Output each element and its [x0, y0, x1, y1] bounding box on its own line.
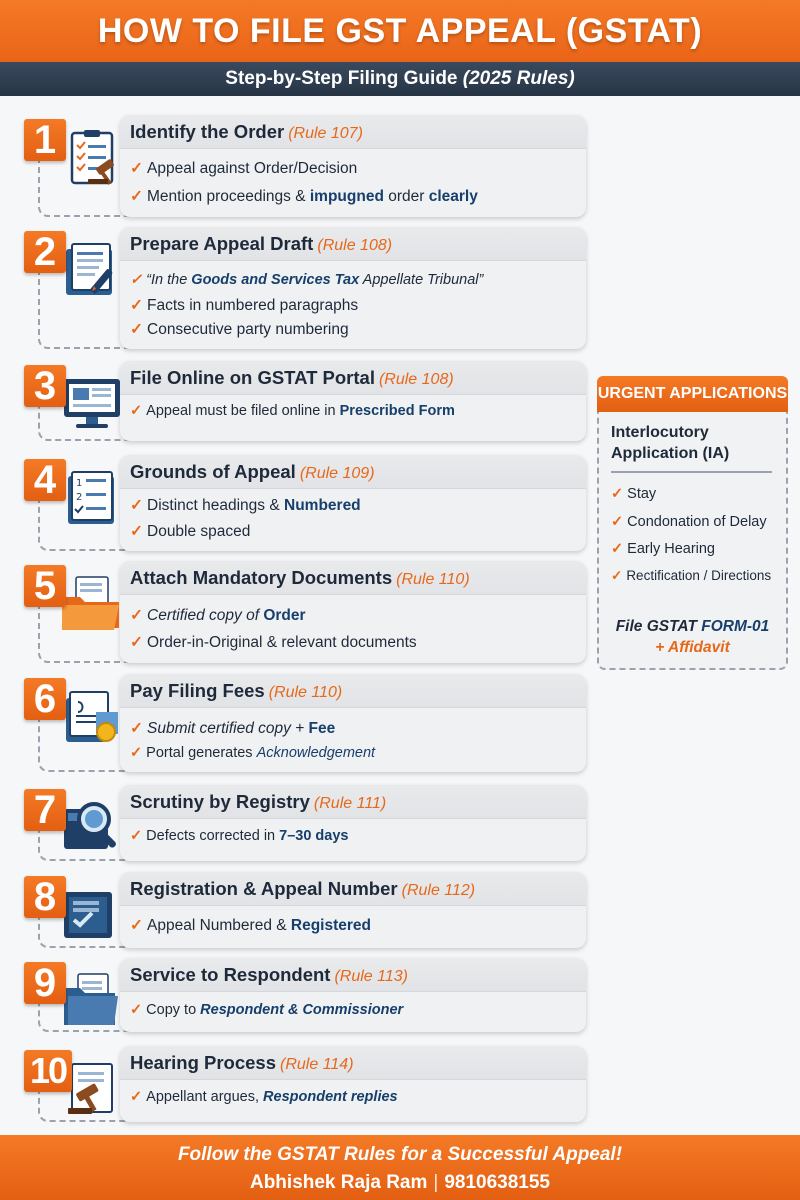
step-point: ✓ Defects corrected in 7–30 days: [130, 828, 349, 844]
step-number: 1: [24, 119, 66, 161]
check-icon: ✓: [130, 917, 143, 934]
check-icon: ✓: [611, 568, 623, 583]
step-point: ✓ Facts in numbered paragraphs: [130, 297, 359, 314]
step-10: [24, 1046, 586, 1122]
step-title: File Online on GSTAT Portal (Rule 108): [130, 367, 454, 388]
check-icon: ✓: [130, 297, 143, 314]
step-title: Scrutiny by Registry (Rule 111): [130, 791, 387, 812]
subtitle: Step-by-Step Filing Guide (2025 Rules): [225, 68, 575, 89]
step-2: [24, 227, 586, 349]
urgent-item: ✓ Early Hearing: [611, 541, 715, 557]
step-point: ✓ Copy to Respondent & Commissioner: [130, 1002, 404, 1018]
step-7: [24, 785, 586, 861]
step-9: [24, 958, 586, 1032]
footer-contact: [0, 1172, 800, 1194]
phone-number: 9810638155: [444, 1172, 550, 1193]
step-point: ✓ Order-in-Original & relevant documents: [130, 634, 417, 651]
separator: |: [433, 1172, 439, 1193]
check-icon: ✓: [130, 497, 143, 514]
clipboard-gavel-icon: [58, 129, 124, 187]
step-3: [24, 361, 586, 441]
check-icon: ✓: [130, 1002, 143, 1018]
ia-title: Interlocutory Application (IA): [611, 424, 730, 462]
step-number: 8: [24, 876, 66, 918]
step-4: [24, 455, 586, 551]
step-number: 2: [24, 231, 66, 273]
step-point: ✓ Appeal must be filed online in Prescribed Form: [130, 403, 455, 419]
page-footer: [0, 1135, 800, 1200]
step-number: 7: [24, 789, 66, 831]
fee-document-coin-icon: [58, 688, 124, 746]
divider: [611, 471, 772, 473]
step-point: ✓ Double spaced: [130, 523, 251, 540]
check-icon: ✓: [611, 486, 624, 502]
step-point: ✓ Appeal against Order/Decision: [130, 160, 358, 177]
step-title: Registration & Appeal Number (Rule 112): [130, 878, 476, 899]
step-title: Pay Filing Fees (Rule 110): [130, 680, 343, 701]
check-icon: ✓: [611, 541, 624, 557]
step-title: Prepare Appeal Draft (Rule 108): [130, 233, 393, 254]
urgent-item: ✓ Rectification / Directions: [611, 568, 772, 583]
page-header: [0, 0, 800, 62]
check-icon: ✓: [130, 607, 143, 624]
author-name: Abhishek Raja Ram: [249, 1172, 428, 1193]
svg-text:2: 2: [76, 492, 83, 503]
check-icon: ✓: [130, 1089, 143, 1105]
check-icon: ✓: [130, 523, 143, 540]
step-number: 6: [24, 678, 66, 720]
step-title: Hearing Process (Rule 114): [130, 1052, 354, 1073]
step-6: [24, 674, 586, 772]
urgent-applications-panel: [597, 376, 788, 670]
folder-documents-icon: [58, 575, 124, 633]
check-icon: ✓: [130, 720, 143, 737]
step-point: ✓ Appellant argues, Respondent replies: [130, 1089, 398, 1105]
numbered-list-icon: [58, 469, 124, 527]
step-number: 5: [24, 565, 66, 607]
step-point: ✓ “In the Goods and Services Tax Appellate Tribunal”: [130, 272, 484, 288]
check-icon: ✓: [130, 828, 143, 844]
check-icon: ✓: [130, 321, 143, 338]
step-number: 10: [24, 1050, 72, 1092]
step-title: Service to Respondent (Rule 113): [130, 964, 408, 985]
step-number: 4: [24, 459, 66, 501]
step-title: Identify the Order (Rule 107): [130, 121, 363, 142]
documents-folder-icon: [58, 972, 124, 1030]
check-icon: ✓: [130, 160, 143, 177]
check-icon: ✓: [130, 272, 143, 288]
subtitle-bar: [0, 62, 800, 96]
step-title: Attach Mandatory Documents (Rule 110): [130, 567, 470, 588]
document-pen-icon: [58, 241, 124, 299]
svg-text:1: 1: [76, 478, 83, 489]
check-icon: ✓: [130, 745, 143, 761]
step-point: ✓ Certified copy of Order: [130, 607, 306, 624]
step-point: ✓ Appeal Numbered & Registered: [130, 917, 372, 934]
step-point: ✓ Portal generates Acknowledgement: [130, 745, 376, 761]
step-point: ✓ Mention proceedings & impugned order clearly: [130, 188, 478, 205]
step-title: Grounds of Appeal (Rule 109): [130, 461, 375, 482]
step-1: [24, 115, 586, 217]
check-icon: ✓: [130, 403, 143, 419]
form-note: File GSTAT FORM-01 + Affidavit: [615, 618, 770, 656]
check-icon: ✓: [130, 634, 143, 651]
magnifier-document-icon: [58, 799, 124, 857]
registration-file-icon: [58, 886, 124, 944]
computer-monitor-icon: [58, 375, 124, 433]
step-number: 9: [24, 962, 66, 1004]
check-icon: ✓: [611, 514, 624, 530]
step-number: 3: [24, 365, 66, 407]
urgent-item: ✓ Stay: [611, 486, 657, 502]
step-point: ✓ Consecutive party numbering: [130, 321, 349, 338]
page-title: HOW TO FILE GST APPEAL (GSTAT): [97, 11, 703, 50]
step-5: [24, 561, 586, 663]
check-icon: ✓: [130, 188, 143, 205]
step-8: [24, 872, 586, 948]
urgent-item: ✓ Condonation of Delay: [611, 514, 767, 530]
footer-tagline: Follow the GSTAT Rules for a Successful Appeal!: [177, 1144, 623, 1165]
urgent-heading: URGENT APPLICATIONS: [597, 376, 788, 412]
step-point: ✓ Submit certified copy + Fee: [130, 720, 336, 737]
step-point: ✓ Distinct headings & Numbered: [130, 497, 361, 514]
